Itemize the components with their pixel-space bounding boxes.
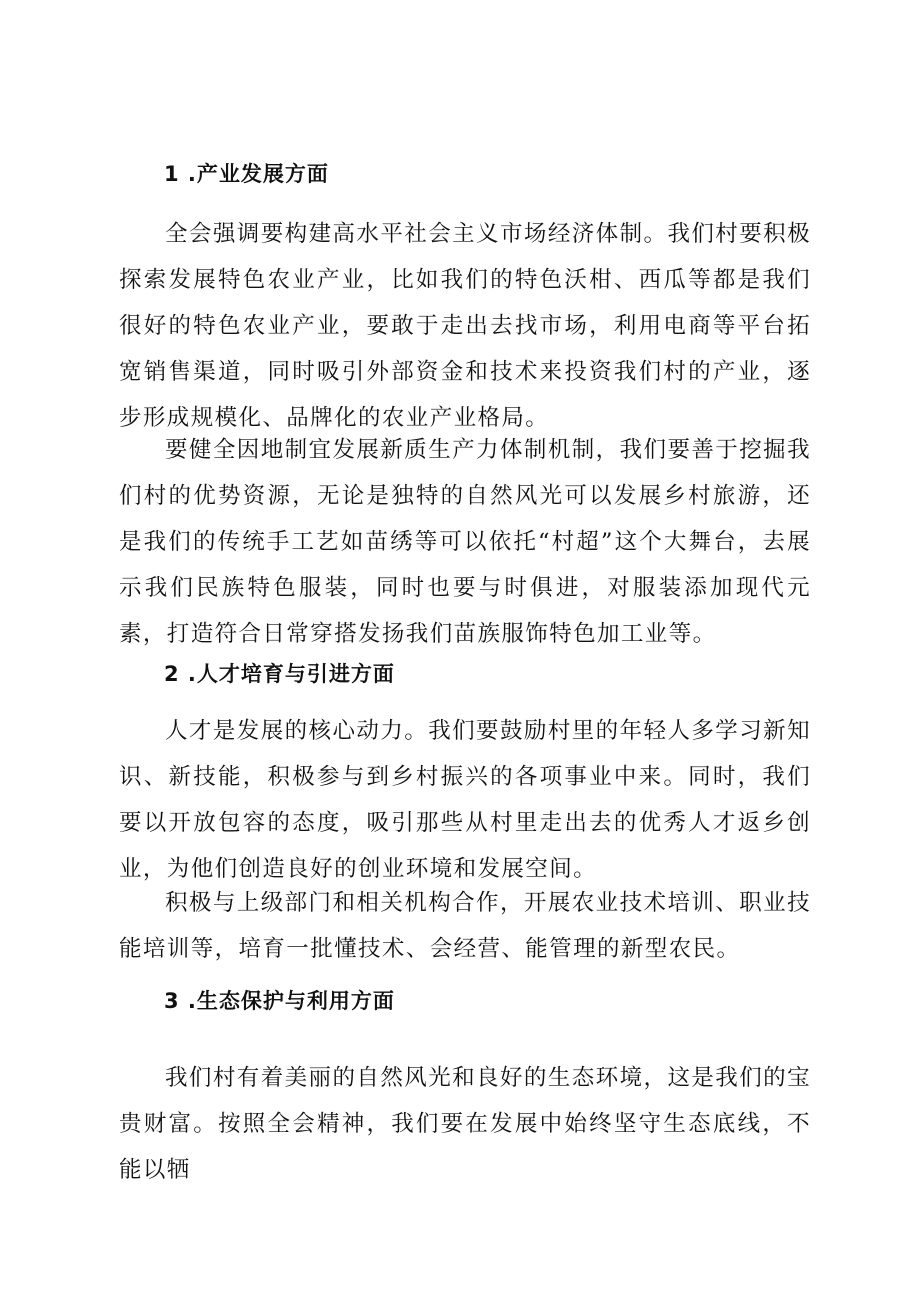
paragraph-ecology: 我们村有着美丽的自然风光和良好的生态环境，这是我们的宝贵财富。按照全会精神，我们要在发展中始终坚守生态底线，不能以牺 [119,1065,811,1183]
section-heading-industry: 1 .产业发展方面 [164,162,329,186]
paragraph-new-productivity: 要健全因地制宜发展新质生产力体制机制，我们要善于挖掘我们村的优势资源，无论是独特的自然风光可以发展乡村旅游，还是我们的传统手工艺如苗绣等可以依托“村超”这个大舞台，去展示我们民族特色服装，同时也要与时俱进，对服装添加现代元素，打造符合日常穿搭发扬我们苗族服饰特色加工业等。 [119,437,811,647]
paragraph-talent-motivation: 人才是发展的核心动力。我们要鼓励村里的年轻人多学习新知识、新技能，积极参与到乡村振兴的各项事业中来。同时，我们要以开放包容的态度，吸引那些从村里走出去的优秀人才返乡创业，为他们创造良好的创业环境和发展空间。 [119,718,811,882]
section-heading-talent: 2 .人才培育与引进方面 [164,662,395,686]
section-heading-ecology: 3 .生态保护与利用方面 [164,989,395,1013]
paragraph-training: 积极与上级部门和相关机构合作，开展农业技术培训、职业技能培训等，培育一批懂技术、会经营、能管理的新型农民。 [119,890,811,962]
paragraph-market-economy: 全会强调要构建高水平社会主义市场经济体制。我们村要积极探索发展特色农业产业，比如我们的特色沃柑、西瓜等都是我们很好的特色农业产业，要敢于走出去找市场，利用电商等平台拓宽销售渠道，同时吸引外部资金和技术来投资我们村的产业，逐步形成规模化、品牌化的农业产业格局。 [119,221,811,431]
